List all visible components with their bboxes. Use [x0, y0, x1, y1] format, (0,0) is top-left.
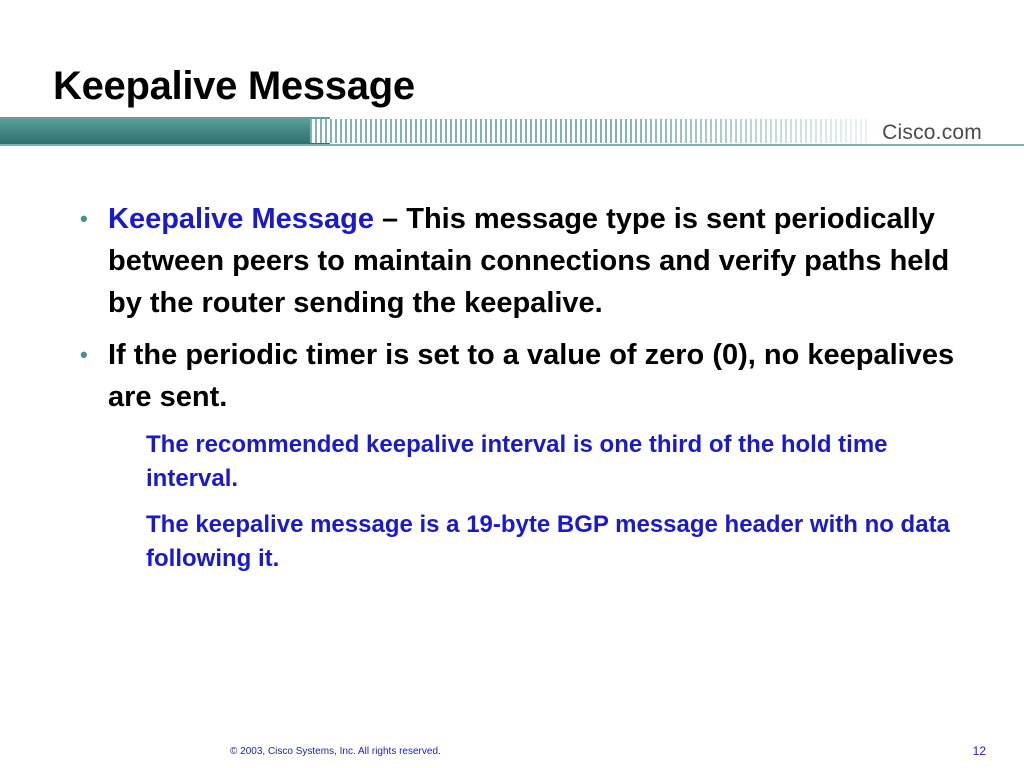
subpoint: The recommended keepalive interval is one third of the hold time interval. [146, 431, 888, 492]
bullet-icon: • [80, 206, 88, 231]
slide-title: Keepalive Message [53, 64, 415, 108]
bullet-icon: • [80, 342, 88, 367]
bullet-item [78, 334, 978, 418]
header-band [0, 117, 1024, 147]
bullet-text: – This message type is sent periodically between peers to maintain connections and verify paths held by the router sending the keepalive. [108, 203, 950, 319]
footer-copyright: © 2003, Cisco Systems, Inc. All rights reserved. [230, 746, 441, 757]
subpoint: The keepalive message is a 19-byte BGP message header with no data following it. [146, 511, 950, 572]
header-band-line [0, 144, 1024, 146]
bullet-term: Keepalive Message [108, 203, 374, 235]
header-band-stripes [310, 119, 870, 143]
slide-content [78, 198, 978, 588]
brand-logo-text: Cisco.com [882, 121, 982, 144]
bullet-text: If the periodic timer is set to a value of zero (0), no keepalives are sent. [108, 339, 955, 413]
bullet-item [78, 198, 978, 324]
page-number: 12 [972, 744, 986, 758]
header-band-solid [0, 117, 330, 144]
